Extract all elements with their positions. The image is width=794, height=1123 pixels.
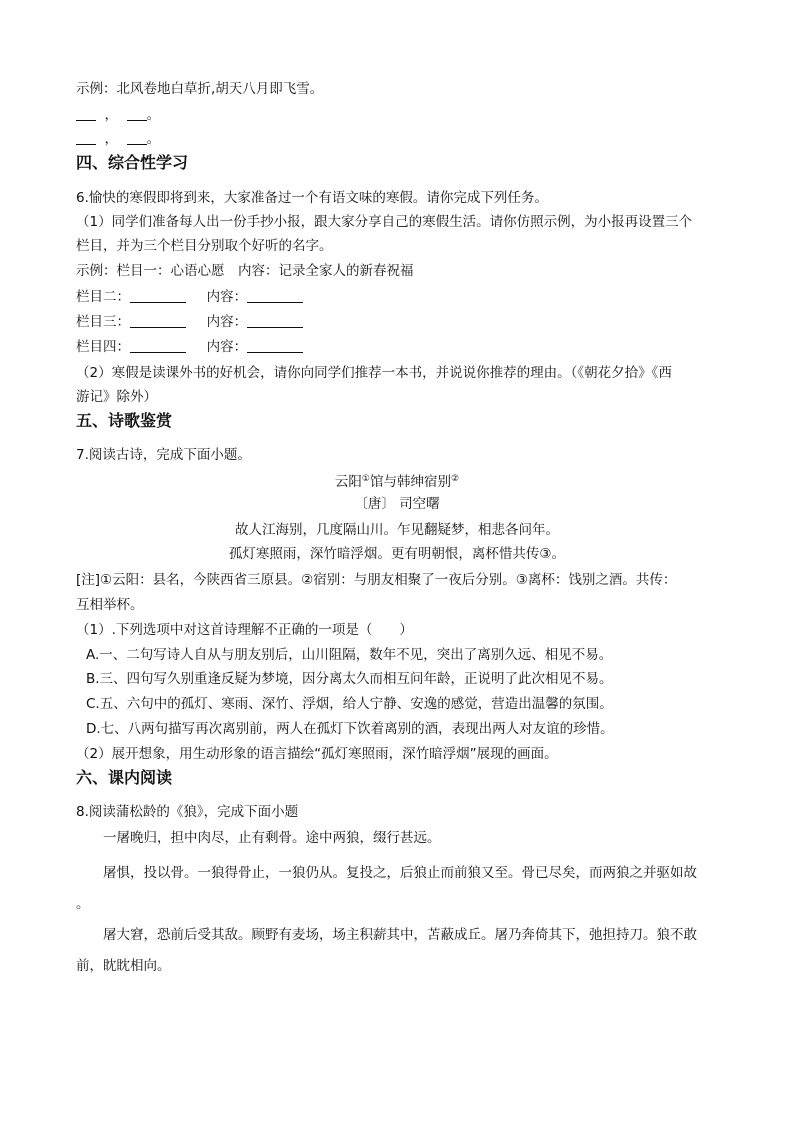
column-label: 栏目二： — [76, 289, 130, 305]
footnote-mark: ① — [361, 474, 370, 484]
passage-paragraph-3-line-2: 前，眈眈相向。 — [76, 958, 171, 974]
answer-blank[interactable] — [76, 130, 96, 145]
section-heading-5: 五、诗歌鉴赏 — [76, 411, 173, 430]
option-a[interactable]: A.一、二句写诗人自从与朋友别后，山川阻隔，数年不见，突出了离别久远、相见不易。 — [86, 647, 613, 663]
question-8: 8.阅读蒲松龄的《狼》，完成下面小题 — [76, 804, 299, 820]
content-label: 内容： — [206, 289, 248, 305]
passage-paragraph-2-line-1: 屠惧，投以骨。一狼得骨止，一狼仍从。复投之，后狼止而前狼又至。骨已尽矣，而两狼之并驱如故 — [103, 865, 697, 881]
option-d[interactable]: D.七、八两句描写再次离别前，两人在孤灯下饮着离别的酒，表现出两人对友谊的珍惜。 — [86, 721, 614, 737]
poem-author: 〔唐〕 司空曙 — [354, 496, 440, 512]
content-label: 内容： — [206, 314, 248, 330]
passage-paragraph-1: 一屠晚归，担中肉尽，止有剩骨。途中两狼，缀行甚远。 — [103, 830, 441, 846]
column-name-blank[interactable] — [130, 338, 186, 353]
poem-line-1: 故人江海别，几度隔山川。乍见翻疑梦，相悲各问年。 — [235, 522, 559, 538]
period: 。 — [146, 107, 161, 123]
fill-blank-line-2 — [76, 130, 160, 148]
column-label: 栏目三： — [76, 314, 130, 330]
column-row — [76, 288, 303, 306]
poem-notes-line-2: 互相举杯。 — [76, 597, 144, 613]
task-1-line-2: 栏目，并为三个栏目分别取个好听的名字。 — [76, 238, 333, 254]
column-label: 栏目四： — [76, 339, 130, 355]
task-1-line-1: （1）同学们准备每人出一份手抄小报，跟大家分享自己的寒假生活。请你仿照示例，为小报再设置三个 — [76, 214, 693, 230]
task-2-line-2: 游记》除外） — [76, 389, 157, 405]
example-line: 示例：北风卷地白草折,胡天八月即飞雪。 — [76, 81, 324, 97]
comma: ， — [104, 131, 119, 147]
fill-blank-line-1 — [76, 106, 160, 124]
poem-title: 云阳①馆与韩绅宿别② — [334, 474, 460, 490]
column-example: 示例：栏目一：心语心愿 内容：记录全家人的新春祝福 — [76, 263, 414, 279]
content-label: 内容： — [206, 339, 248, 355]
subquestion-2: （2）展开想象，用生动形象的语言描绘“孤灯寒照雨，深竹暗浮烟”展现的画面。 — [76, 746, 558, 762]
period: 。 — [146, 131, 161, 147]
content-blank[interactable] — [247, 288, 303, 303]
answer-blank[interactable] — [76, 106, 96, 121]
answer-blank[interactable] — [127, 130, 147, 145]
column-row — [76, 313, 303, 331]
task-2-line-1: （2）寒假是读课外书的好机会，请你向同学们推荐一本书，并说说你推荐的理由。（《朝花夕拾》《西 — [76, 365, 672, 381]
content-blank[interactable] — [247, 338, 303, 353]
option-b[interactable]: B.三、四句写久别重逢反疑为梦境，因分离太久而相互问年龄，正说明了此次相见不易。 — [86, 671, 613, 687]
poem-line-2: 孤灯寒照雨，深竹暗浮烟。更有明朝恨，离杯惜共传③。 — [228, 546, 566, 562]
footnote-mark: ② — [451, 474, 460, 484]
option-c[interactable]: C.五、六句中的孤灯、寒雨、深竹、浮烟，给人宁静、安逸的感觉，营造出温馨的氛围。 — [86, 696, 613, 712]
passage-paragraph-3-line-1: 屠大窘，恐前后受其敌。顾野有麦场，场主积薪其中，苫蔽成丘。屠乃奔倚其下，弛担持刀。狼不敢 — [103, 927, 697, 943]
comma: ， — [104, 107, 119, 123]
question-7: 7.阅读古诗，完成下面小题。 — [76, 447, 251, 463]
section-heading-4: 四、综合性学习 — [76, 153, 189, 172]
column-name-blank[interactable] — [130, 288, 186, 303]
answer-blank[interactable] — [127, 106, 147, 121]
passage-paragraph-2-line-2: 。 — [76, 896, 90, 912]
section-heading-6: 六、课内阅读 — [76, 768, 173, 787]
poem-notes-line-1: [注]①云阳：县名，今陕西省三原县。②宿别：与朋友相聚了一夜后分别。③离杯：饯别之酒。共传： — [76, 572, 677, 588]
column-row — [76, 338, 303, 356]
question-6: 6.愉快的寒假即将到来，大家准备过一个有语文味的寒假。请你完成下列任务。 — [76, 190, 548, 206]
subquestion-1: （1）.下列选项中对这首诗理解不正确的一项是（ ） — [76, 622, 413, 638]
column-name-blank[interactable] — [130, 313, 186, 328]
content-blank[interactable] — [247, 313, 303, 328]
